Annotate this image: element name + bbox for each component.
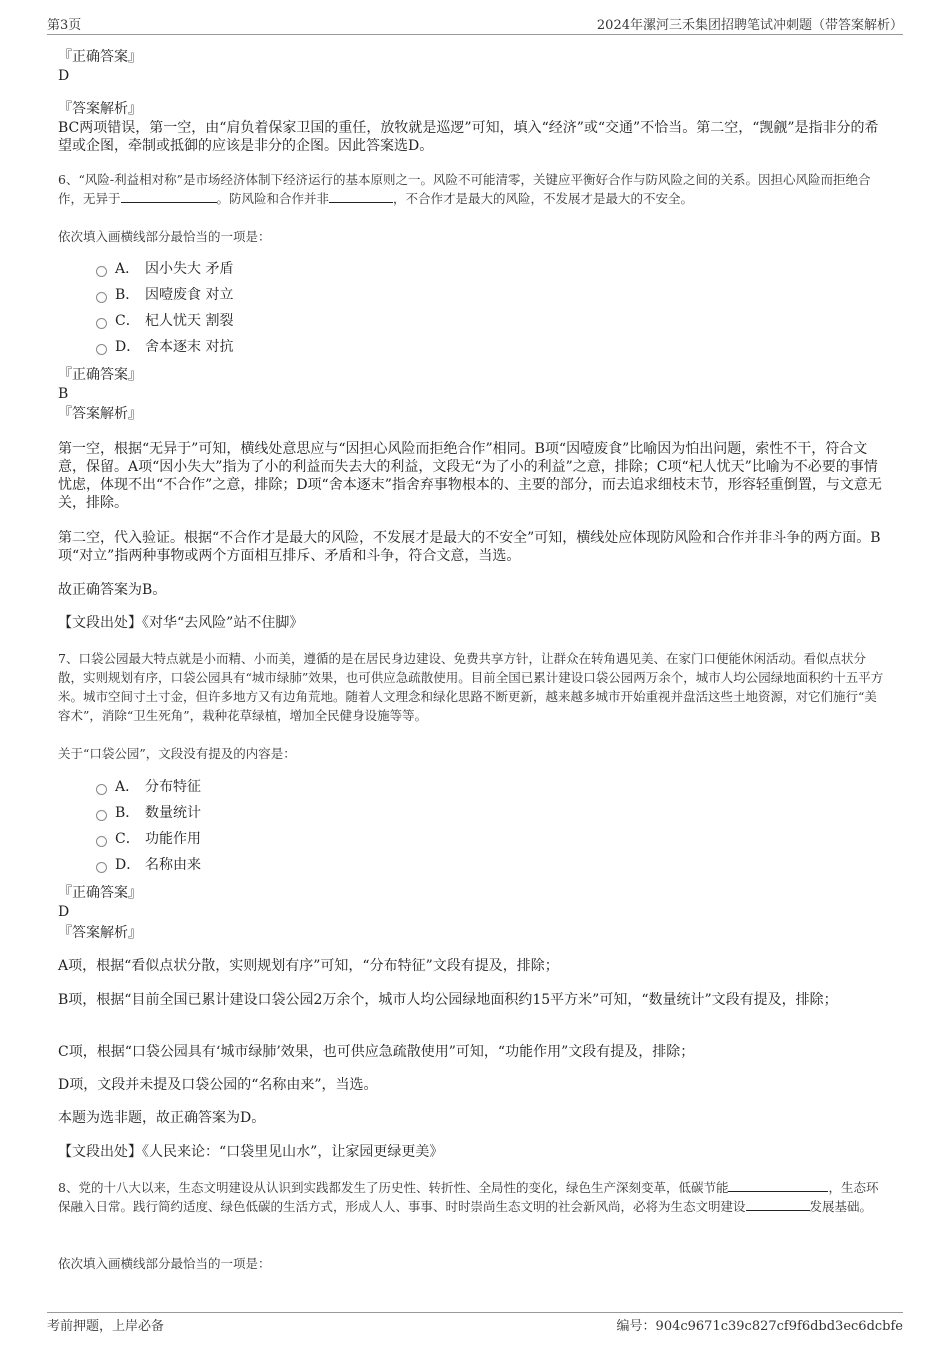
q6-analysis-p2: 第二空，代入验证。根据“不合作才是最大的风险，不发展才是最大的不安全”可知，横线处应体现防风险和合作并非斗争的两方面。B项“对立”指两种事物或两个方面相互排斥、矛盾和斗争，符合文意，当选。 (58, 530, 881, 564)
q6-stem: 6、“风险-利益相对称”是市场经济体制下经济运行的基本原则之一。风险不可能清零，关键应平衡好合作与防风险之间的关系。因担心风险而拒绝合作，无异于 。防风险和合作并非 ，不合作才是最大的风险，不发展才是最大的不安全。 (58, 172, 871, 206)
q7-analysis-e: 本题为选非题，故正确答案为D。 (58, 1110, 266, 1126)
page-footer (47, 1312, 903, 1334)
radio-icon[interactable] (96, 784, 107, 795)
q7-source: 【文段出处】《人民来论：“口袋里见山水”，让家园更绿更美》 (58, 1144, 444, 1160)
radio-icon[interactable] (96, 318, 107, 329)
q7-analysis-a: A项，根据“看似点状分散，实则规划有序”可知，“分布特征”文段有提及，排除； (58, 958, 559, 974)
document-code: 编号：904c9671c39c827cf9f6dbd3ec6dcbfe (616, 1319, 903, 1334)
answer-value: B (58, 386, 69, 402)
radio-icon[interactable] (96, 266, 107, 277)
answer-label: 『正确答案』 (58, 885, 142, 901)
q7-analysis-d: D项，文段并未提及口袋公园的“名称由来”，当选。 (58, 1077, 378, 1093)
q7-analysis-b: B项，根据“目前全国已累计建设口袋公园2万余个，城市人均公园绿地面积约15平方米”可知，“数量统计”文段有提及，排除； (58, 992, 838, 1008)
radio-icon[interactable] (96, 292, 107, 303)
q6-option-a[interactable]: A． 因小失大 矛盾 (96, 259, 233, 279)
q6-analysis-p1: 第一空，根据“无异于”可知，横线处意思应与“因担心风险而拒绝合作”相同。B项“因噎废食”比喻因为怕出问题，索性不干，符合文意，保留。A项“因小失大”指为了小的利益而失去大的利益，文段无“为了小的利益”之意，排除；C项“杞人忧天”比喻为不必要的事情忧虑，体现不出“不合作”之意，排除；D项“舍本逐末”指舍弃事物根本的、主要的部分，而去追求细枝末节，形容轻重倒置，与文意无关，排除。 (58, 441, 882, 511)
q8-ask: 依次填入画横线部分最恰当的一项是： (58, 1256, 271, 1271)
q6-source: 【文段出处】《对华“去风险”站不住脚》 (58, 615, 304, 631)
q6-ask: 依次填入画横线部分最恰当的一项是： (58, 229, 271, 244)
q6-option-b[interactable]: B． 因噎废食 对立 (96, 285, 233, 305)
answer-label: 『正确答案』 (58, 367, 142, 383)
radio-icon[interactable] (96, 862, 107, 873)
q7-option-b[interactable]: B． 数量统计 (96, 803, 201, 823)
analysis-label: 『答案解析』 (58, 101, 142, 117)
q5-analysis: BC两项错误，第一空，由“肩负着保家卫国的重任，放牧就是巡逻”可知，填入“经济”或“交通”不恰当。第二空，“觊觎”是指非分的希望或企图，牵制或抵御的应该是非分的企图。因此答案选D。 (58, 120, 879, 154)
answer-label: 『正确答案』 (58, 49, 142, 65)
analysis-label: 『答案解析』 (58, 406, 142, 422)
q6-analysis-p3: 故正确答案为B。 (58, 582, 167, 598)
answer-value: D (58, 68, 70, 84)
answer-value: D (58, 904, 70, 920)
q7-option-c[interactable]: C． 功能作用 (96, 829, 201, 849)
radio-icon[interactable] (96, 344, 107, 355)
q7-stem: 7、口袋公园最大特点就是小而精、小而美，遵循的是在居民身边建设、免费共享方针，让群众在转角遇见美、在家门口便能休闲活动。看似点状分散，实则规划有序，口袋公园具有“城市绿肺”效果，也可供应急疏散使用。目前全国已累计建设口袋公园两万余个，城市人均公园绿地面积约十五平方米。城市空间寸土寸金，但许多地方又有边角荒地。随着人文理念和绿化思路不断更新，越来越多城市开始重视并盘活这些土地资源，对它们施行“美容术”，消除“卫生死角”，栽种花草绿植，增加全民健身设施等等。 (58, 651, 884, 723)
q7-option-d[interactable]: D． 名称由来 (96, 855, 201, 875)
radio-icon[interactable] (96, 836, 107, 847)
page-number: 第3页 (47, 18, 82, 33)
analysis-label: 『答案解析』 (58, 925, 142, 941)
q7-option-a[interactable]: A． 分布特征 (96, 777, 201, 797)
page-header (47, 12, 903, 35)
q6-option-d[interactable]: D． 舍本逐末 对抗 (96, 337, 233, 357)
document-title: 2024年漯河三禾集团招聘笔试冲刺题（带答案解析） (596, 18, 903, 33)
q7-analysis-c: C项，根据“口袋公园具有‘城市绿肺’效果，也可供应急疏散使用”可知，“功能作用”文段有提及，排除； (58, 1044, 695, 1060)
radio-icon[interactable] (96, 810, 107, 821)
footer-slogan: 考前押题，上岸必备 (47, 1319, 165, 1334)
q7-ask: 关于“口袋公园”，文段没有提及的内容是： (58, 746, 296, 761)
q8-stem: 8、党的十八大以来，生态文明建设从认识到实践都发生了历史性、转折性、全局性的变化，绿色生产深刻变革，低碳节能 ，生态环保融入日常。践行简约适度、绿色低碳的生活方式，形成人人、事事、时时崇尚生态文明的社会新风尚，必将为生态文明建设 发展基础。 (58, 1180, 879, 1214)
q6-option-c[interactable]: C． 杞人忧天 割裂 (96, 311, 233, 331)
